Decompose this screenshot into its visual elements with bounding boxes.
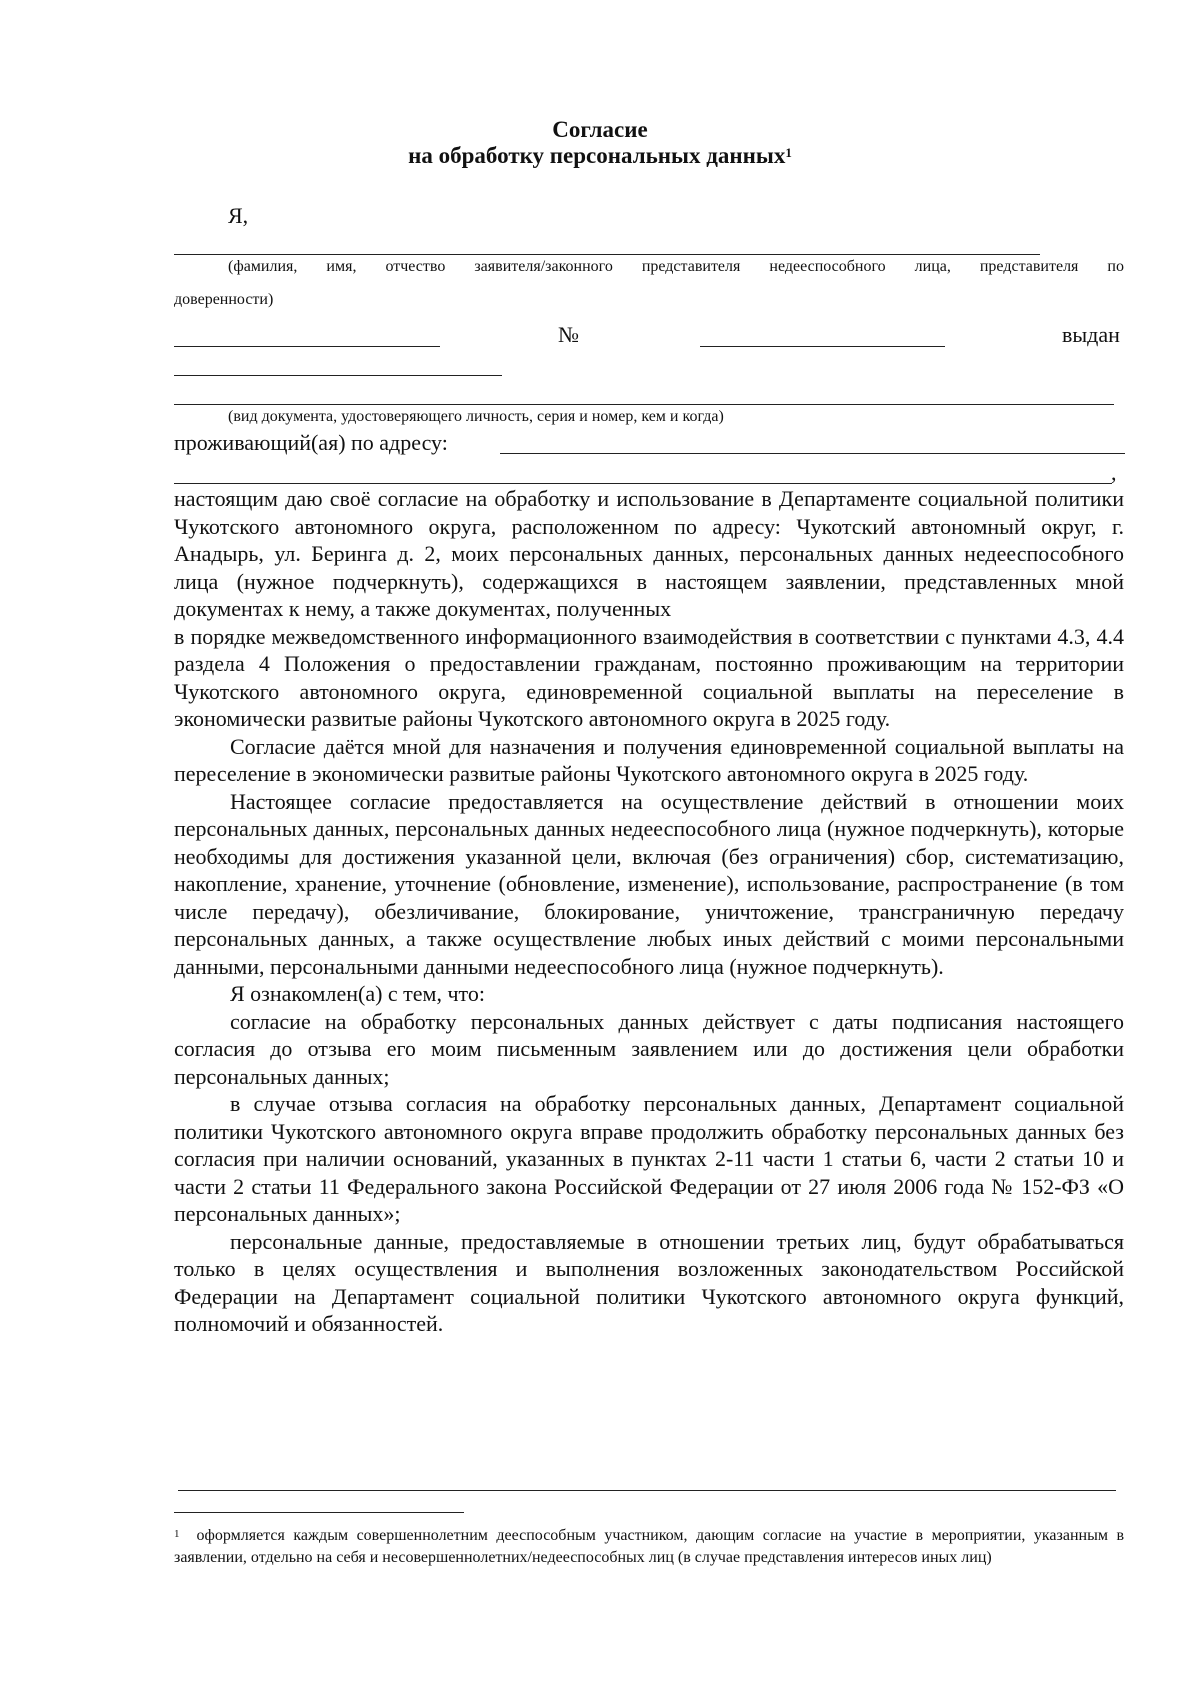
address-blank-line2[interactable] <box>174 483 1112 484</box>
address-comma: , <box>1111 460 1117 485</box>
consent-paragraph-5: Я ознакомлен(а) с тем, что: <box>230 981 485 1006</box>
signature-blank-line[interactable] <box>178 1490 1116 1491</box>
issued-by-blank-long[interactable] <box>174 404 1114 405</box>
issued-label: выдан <box>1062 322 1120 347</box>
consent-body <box>174 485 1124 1338</box>
consent-paragraph-7: в случае отзыва согласия на обработку персональных данных, Департамент социальной политики Чукотского автономного округа вправе продолжить обработку персональных данных без согласия при наличии оснований, указанных в пунктах 2-11 части 1 статьи 6, части 2 статьи 10 и части 2 статьи 11 Федерального закона Российской Федерации от 27 июля 2006 года № 152-ФЗ «О персональных данных»; <box>174 1091 1124 1226</box>
document-number-blank[interactable] <box>700 346 945 347</box>
consent-paragraph-3: Согласие даётся мной для назначения и получения единовременной социальной выплаты на переселение в экономически развитые районы Чукотского автономного округа в 2025 году. <box>174 733 1124 786</box>
fio-blank-line[interactable] <box>174 254 1040 255</box>
document-type-blank[interactable] <box>174 346 440 347</box>
subtitle-text: на обработку персональных данных <box>408 143 786 168</box>
consent-paragraph-8: персональные данные, предоставляемые в отношении третьих лиц, будут обрабатываться только в целях осуществления и выполнения возложенных законодательством Российской Федерации на Департамент социальной политики Чукотского автономного округа функций, полномочий и обязанностей. <box>174 1228 1124 1336</box>
consent-paragraph-1: настоящим даю своё согласие на обработку и использование в Департаменте социальной политики Чукотского автономного округа, расположенном по адресу: Чукотский автономный округ, г. Анадырь, ул. Беринга д. 2, моих персональных данных, персональных данных недееспособного лица (нужное подчеркнуть), содержащихся в настоящем заявлении, представленных мной документах к нему, а также документах, полученных <box>174 486 1124 621</box>
fio-caption-line2: доверенности) <box>174 291 274 308</box>
document-caption: (вид документа, удостоверяющего личность, серия и номер, кем и когда) <box>228 408 724 425</box>
consent-paragraph-6: согласие на обработку персональных данных действует с даты подписания настоящего согласия до отзыва его моим письменным заявлением или до достижения цели обработки персональных данных; <box>174 1008 1124 1089</box>
footnote-ref: 1 <box>785 145 792 160</box>
number-sign: № <box>558 322 579 347</box>
issued-by-blank-short[interactable] <box>174 375 502 376</box>
footnote <box>174 1525 1124 1569</box>
consent-paragraph-2: в порядке межведомственного информационного взаимодействия в соответствии с пунктами 4.3, 4.4 раздела 4 Положения о предоставлении гражданам, постоянно проживающим на территории Чукотского автономного округа, единовременной социальной выплаты на переселение в экономически развитые районы Чукотского автономного округа в 2025 году. <box>174 623 1124 731</box>
intro-pronoun: Я, <box>228 203 249 228</box>
footnote-number: 1 <box>174 1528 180 1540</box>
consent-paragraph-4: Настоящее согласие предоставляется на осуществление действий в отношении моих персональных данных, персональных данных недееспособного лица (нужное подчеркнуть), которые необходимы для достижения указанной цели, включая (без ограничения) сбор, систематизацию, накопление, хранение, уточнение (обновление, изменение), использование, распространение (в том числе передачу), обезличивание, блокирование, уничтожение, трансграничную передачу персональных данных, а также осуществление любых иных действий с моими персональными данными, персональными данными недееспособного лица (нужное подчеркнуть). <box>174 788 1124 979</box>
address-label: проживающий(ая) по адресу: <box>174 430 448 455</box>
fio-caption-line1: (фамилия, имя, отчество заявителя/законного представителя недееспособного лица, представителя по <box>228 258 1124 275</box>
footnote-text: оформляется каждым совершеннолетним дееспособным участником, дающим согласие на участие в мероприятии, указанным в заявлении, отдельно на себя и несовершеннолетних/недееспособных лиц (в случае представления интересов иных лиц) <box>174 1527 1125 1566</box>
address-blank-line1[interactable] <box>500 453 1125 454</box>
document-title: Согласие <box>552 117 648 142</box>
footnote-separator <box>174 1512 464 1513</box>
document-subtitle <box>0 142 1200 170</box>
